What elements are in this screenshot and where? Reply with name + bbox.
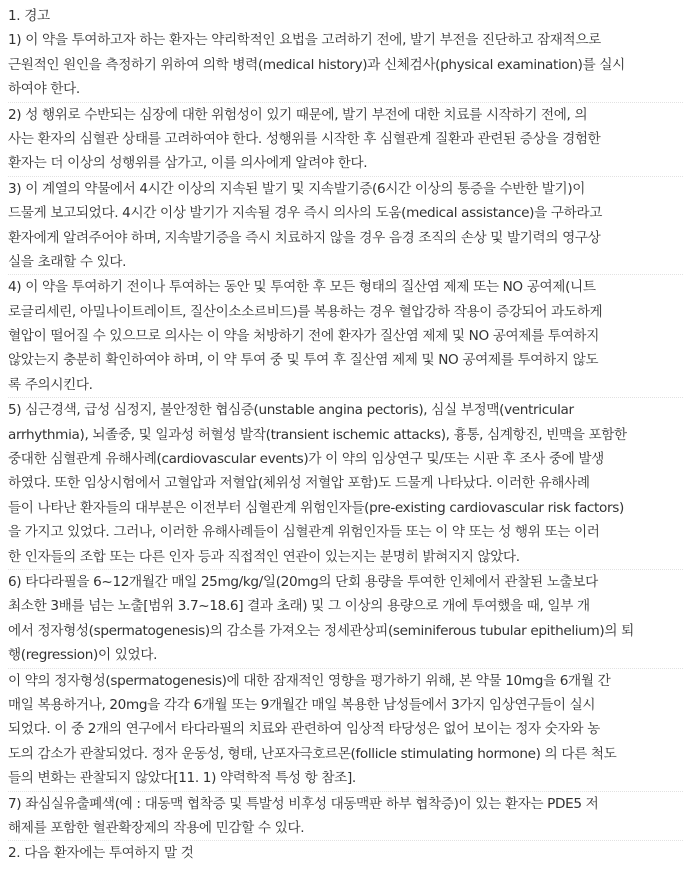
text-line: 않았는지 충분히 확인하여야 하며, 이 약 투여 중 및 투여 후 질산염 제제 및 NO 공여제를 투여하지 않도 <box>8 352 599 369</box>
text-line: 환자는 더 이상의 성행위를 삼가고, 이를 의사에게 알려야 한다. <box>8 155 368 172</box>
text-line: 로글리세린, 아밀나이트레이트, 질산이소소르비드)를 복용하는 경우 혈압강하 작용이 증강되어 과도하게 <box>8 303 603 320</box>
text-line: 2) 성 행위로 수반되는 심장에 대한 위험성이 있기 때문에, 발기 부전에 대한 치료를 시작하기 전에, 의 <box>8 102 683 127</box>
text-line: 5) 심근경색, 급성 심정지, 불안정한 협심증(unstable angina pectoris), 심실 부정맥(ventricular <box>8 397 683 422</box>
text-line: 록 주의시킨다. <box>8 376 93 393</box>
text-line: 3) 이 계열의 약물에서 4시간 이상의 지속된 발기 및 지속발기증(6시간 이상의 통증을 수반한 발기)이 <box>8 176 683 201</box>
text-line: 되었다. 이 중 2개의 연구에서 타다라필의 치료와 관련하여 임상적 타당성은 없어 보이는 정자 숫자와 농 <box>8 721 600 738</box>
text-line: arrhythmia), 뇌졸중, 및 일과성 허혈성 발작(transient ischemic attacks), 흉통, 심계항진, 빈맥을 포함한 <box>8 426 627 443</box>
text-line: 중대한 심혈관계 유해사례(cardiovascular events)가 이 약의 임상연구 및/또는 시판 후 조사 중에 발생 <box>8 451 604 468</box>
text-line: 1. 경고 <box>8 8 50 24</box>
text-line: 1) 이 약을 투여하고자 하는 환자는 약리학적인 요법을 고려하기 전에, 발기 부전을 진단하고 잠재적으로 <box>8 32 601 49</box>
text-line: 환자에게 알려주어야 하며, 지속발기증을 즉시 치료하지 않을 경우 음경 조직의 손상 및 발기력의 영구상 <box>8 229 601 246</box>
text-line: 도의 감소가 관찰되었다. 정자 운동성, 형태, 난포자극호르몬(follicle stimulating hormone) 의 다른 척도 <box>8 745 617 762</box>
text-line: 사는 환자의 심혈관 상태를 고려하여야 한다. 성행위를 시작한 후 심혈관계 질환과 관련된 증상을 경험한 <box>8 130 601 147</box>
text-line: 4) 이 약을 투여하기 전이나 투여하는 동안 및 투여한 후 모든 형태의 질산염 제제 또는 NO 공여제(니트 <box>8 274 683 299</box>
text-line: 에서 정자형성(spermatogenesis)의 감소를 가져오는 정세관상피(seminiferous tubular epithelium)의 퇴 <box>8 622 634 639</box>
text-line: 매일 복용하거나, 20mg을 각각 6개월 또는 9개월간 매일 복용한 남성들에서 3가지 임상연구들이 실시 <box>8 696 596 713</box>
text-line: 해제를 포함한 혈관확장제의 작용에 민감할 수 있다. <box>8 819 305 836</box>
text-line: 혈압이 떨어질 수 있으므로 의사는 이 약을 처방하기 전에 환자가 질산염 제제 및 NO 공여제를 투여하지 <box>8 328 599 345</box>
text-line: 들의 변화는 관찰되지 않았다[11. 1) 약력학적 특성 항 참조]. <box>8 770 356 787</box>
text-line: 하여야 한다. <box>8 81 80 98</box>
text-line: 이 약의 정자형성(spermatogenesis)에 대한 잠재적인 영향을 평가하기 위해, 본 약물 10mg을 6개월 간 <box>8 668 683 693</box>
text-line: 최소한 3배를 넘는 노출[범위 3.7~18.6] 결과 초래) 및 그 이상의 용량으로 개에 투여했을 때, 일부 개 <box>8 598 590 615</box>
text-line: 드물게 보고되었다. 4시간 이상 발기가 지속될 경우 즉시 의사의 도움(medical assistance)을 구하라고 <box>8 205 602 222</box>
text-line: 7) 좌심실유출폐색(예 : 대동맥 협착증 및 특발성 비후성 대동맥판 하부 협착증)이 있는 환자는 PDE5 저 <box>8 791 683 816</box>
text-line: 하였다. 또한 임상시험에서 고혈압과 저혈압(체위성 저혈압 포함)도 드물게 나타났다. 이러한 유해사례 <box>8 475 590 492</box>
text-line: 행(regression)이 있었다. <box>8 647 158 664</box>
text-line: 실을 초래할 수 있다. <box>8 253 127 270</box>
text-line: 들이 나타난 환자들의 대부분은 이전부터 심혈관계 위험인자들(pre-existing cardiovascular risk factors) <box>8 499 624 516</box>
text-line: 6) 타다라필을 6~12개월간 매일 25mg/kg/일(20mg의 단회 용량을 투여한 인체에서 관찰된 노출보다 <box>8 569 683 594</box>
text-line: 근원적인 원인을 측정하기 위하여 의학 병력(medical history)과 신체검사(physical examination)를 실시 <box>8 56 625 73</box>
text-line: 을 가지고 있었다. 그러나, 이러한 유해사례들이 심혈관계 위험인자들 또는 이 약 또는 성 행위 또는 이러 <box>8 524 600 541</box>
text-line: 한 인자들의 조합 또는 다른 인자 등과 직접적인 연관이 있는지는 분명히 밝혀지지 않았다. <box>8 548 520 565</box>
text-line: 2. 다음 환자에는 투여하지 말 것 <box>8 840 683 865</box>
